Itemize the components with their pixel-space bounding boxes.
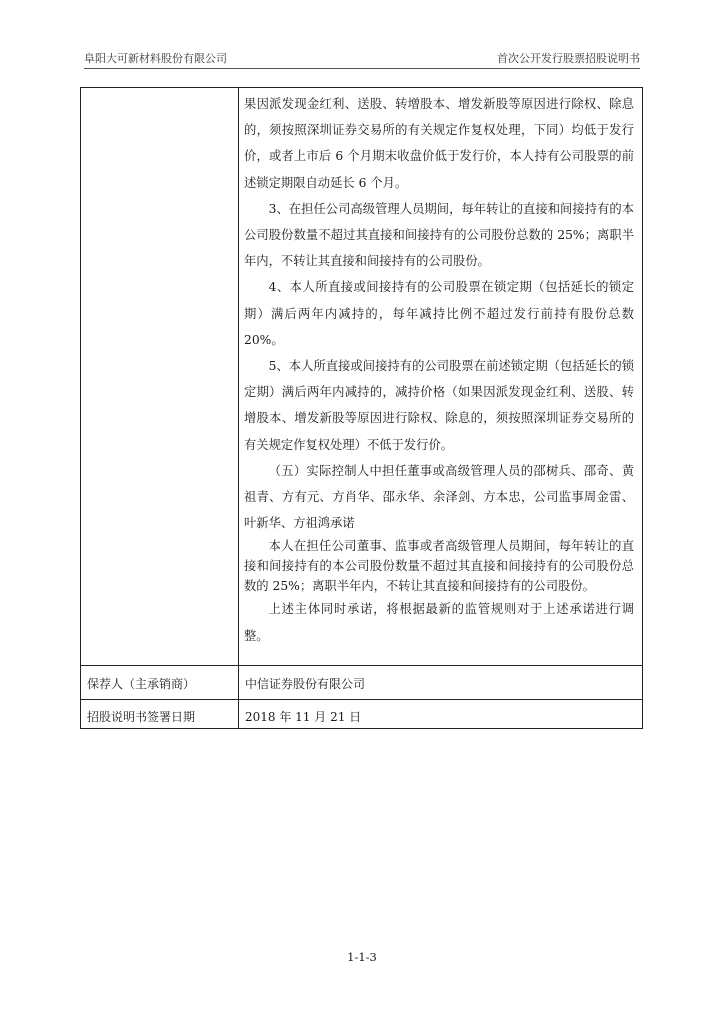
paragraph-commitment-4: 4、本人所直接或间接持有的公司股票在锁定期（包括延长的锁定期）满后两年内减持的，每年减持比例不超过发行前持有股份总数 20%。 <box>244 280 634 347</box>
document-title: 首次公开发行股票招股说明书 <box>497 52 640 65</box>
sponsor-label: 保荐人（主承销商） <box>87 677 196 691</box>
row-divider <box>81 699 642 700</box>
page-header <box>84 50 640 69</box>
section-heading-controllers: （五）实际控制人中担任董事或高级管理人员的邵树兵、邵奇、黄祖青、方有元、方肖华、邵永华、余泽剑、方本忠，公司监事周金雷、叶新华、方祖鸿承诺 <box>244 463 634 531</box>
commitment-cell <box>244 91 634 649</box>
signing-date-label: 招股说明书签署日期 <box>87 710 196 724</box>
column-divider <box>238 88 239 728</box>
paragraph-joint-commitment: 上述主体同时承诺，将根据最新的监管规则对于上述承诺进行调整。 <box>244 602 634 643</box>
paragraph-director-commitment: 本人在担任公司董事、监事或者高级管理人员期间，每年转让的直接和间接持有的本公司股份数量不超过其直接和间接持有的公司股份总数的 25%；离职半年内，不转让其直接和间接持有的公司股份。 <box>244 539 634 594</box>
sponsor-value: 中信证券股份有限公司 <box>245 677 366 691</box>
paragraph-lockup-extension: 果因派发现金红利、送股、转增股本、增发新股等原因进行除权、除息的，须按照深圳证券交易所的有关规定作复权处理，下同）均低于发行价，或者上市后 6 个月期末收盘价低于发行价，本人持有公司股票的前述锁定期限自动延长 6 个月。 <box>244 97 634 190</box>
signing-date-value: 2018 年 11 月 21 日 <box>245 710 362 724</box>
company-name: 阜阳大可新材料股份有限公司 <box>84 52 227 65</box>
row-divider <box>81 665 642 666</box>
paragraph-commitment-5: 5、本人所直接或间接持有的公司股票在前述锁定期（包括延长的锁定期）满后两年内减持的，减持价格（如果因派发现金红利、送股、转增股本、增发新股等原因进行除权、除息的，须按照深圳证券交易所的有关规定作复权处理）不低于发行价。 <box>244 359 634 452</box>
page-number: 1-1-3 <box>347 950 377 964</box>
prospectus-table <box>80 87 643 729</box>
paragraph-commitment-3: 3、在担任公司高级管理人员期间，每年转让的直接和间接持有的本公司股份数量不超过其直接和间接持有的公司股份总数的 25%；离职半年内，不转让其直接和间接持有的公司股份。 <box>244 201 634 269</box>
